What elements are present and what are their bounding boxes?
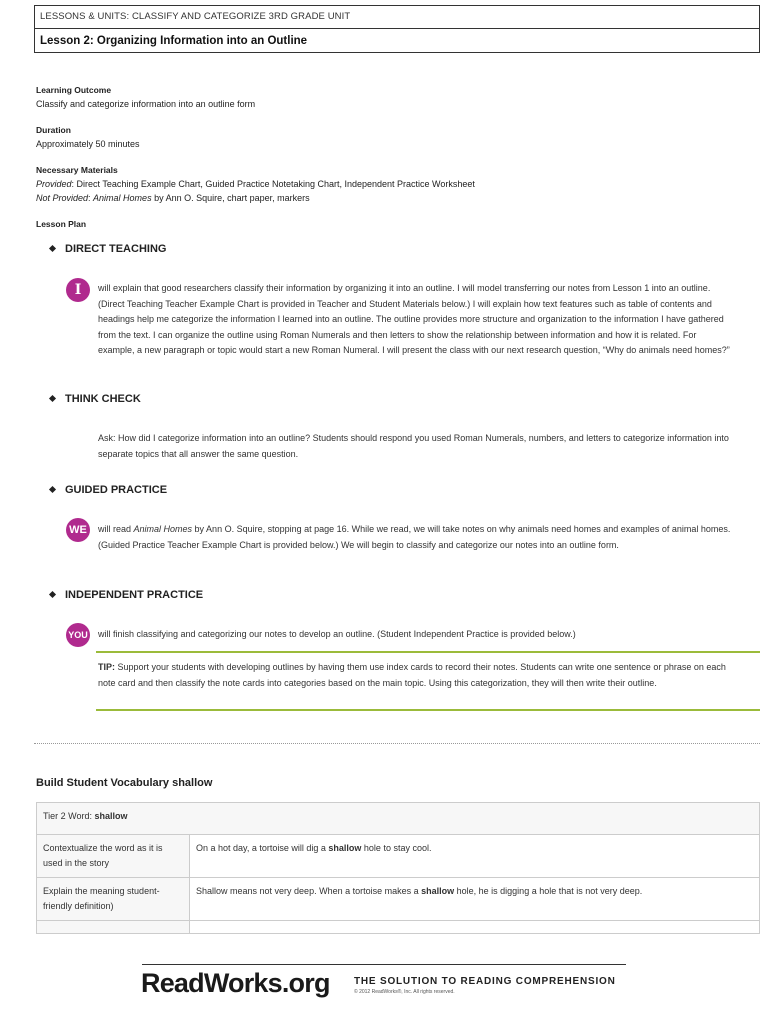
- tip-text: [98, 660, 734, 691]
- unit-breadcrumb: LESSONS & UNITS: CLASSIFY AND CATEGORIZE 3RD GRADE UNIT: [35, 6, 759, 29]
- row-label-empty: [37, 921, 190, 934]
- table-row: [37, 835, 760, 878]
- guided-practice-text: [98, 522, 734, 553]
- row-value-before: Shallow means not very deep. When a tortoise makes a: [196, 886, 422, 896]
- duration-label: Duration: [36, 125, 71, 135]
- independent-practice-text: will finish classifying and categorizing our notes to develop an outline. (Student Independent Practice is provided below.): [98, 629, 576, 639]
- tier-row: [37, 803, 760, 835]
- you-icon: YOU: [66, 623, 90, 647]
- guided-book-title: Animal Homes: [133, 524, 193, 534]
- footer-tagline: THE SOLUTION TO READING COMPREHENSION: [354, 976, 616, 987]
- bullet-diamond-icon: [49, 245, 56, 252]
- not-provided-sep: :: [88, 193, 94, 203]
- table-row: [37, 921, 760, 934]
- tip-body: Support your students with developing outlines by having them use index cards to record their notes. Students can write one sentence or phrase on each note card and then classify the note cards into categories based on the main topic. Using this categorization, they will then write their outline.: [98, 662, 726, 688]
- guided-text-after: by Ann O. Squire, stopping at page 16. While we read, we will take notes on why animals need homes and examples of animal homes. (Guided Practice Teacher Example Chart is provided below.) We will begin to classify and categorize our notes into an outline form.: [98, 524, 731, 550]
- not-provided-label: Not Provided: [36, 193, 89, 203]
- lesson-title: Lesson 2: Organizing Information into an Outline: [40, 35, 308, 47]
- guided-practice-heading-text: GUIDED PRACTICE: [65, 484, 168, 496]
- learning-outcome-text: Classify and categorize information into an outline form: [36, 99, 256, 109]
- provided-line: [36, 177, 736, 191]
- direct-teaching-heading-text: DIRECT TEACHING: [65, 243, 167, 255]
- guided-practice-heading: [50, 484, 167, 496]
- row-value-word: shallow: [421, 886, 455, 896]
- independent-practice-heading: [50, 589, 203, 601]
- direct-teaching-heading: [50, 243, 166, 255]
- vocab-table: [36, 802, 760, 934]
- not-provided-line: [36, 191, 736, 205]
- guided-text-before: will read: [98, 524, 134, 534]
- materials-section: [36, 163, 736, 205]
- footer-copyright: © 2012 ReadWorks®, Inc. All rights reserved.: [354, 989, 455, 995]
- materials-label: Necessary Materials: [36, 165, 118, 175]
- bullet-diamond-icon: [49, 591, 56, 598]
- row-label: Explain the meaning student-friendly definition): [37, 878, 190, 921]
- direct-teaching-text: will explain that good researchers classify their information by organizing it into an outline. I will model transferring our notes from Lesson 1 into an outline. (Direct Teaching Teacher Example Chart is provided in Teacher and Student Materials below.) I will explain how text features such as table of contents and headings help me categorize the information I learned into an outline. The outline provides more structure and organization to the information I have gathered from the text. I can organize the outline using Roman Numerals and then letters to show the relationship between information and how it is related. For example, a new paragraph or topic would start a new Roman Numeral. I will present the class with our next research question, “Why do animals need homes?”: [98, 283, 730, 355]
- row-value-word: shallow: [328, 843, 362, 853]
- duration-section: [36, 123, 140, 151]
- row-value: [190, 835, 760, 878]
- not-provided-rest: by Ann O. Squire, chart paper, markers: [151, 193, 310, 203]
- bullet-diamond-icon: [49, 395, 56, 402]
- row-label: Contextualize the word as it is used in the story: [37, 835, 190, 878]
- bullet-diamond-icon: [49, 486, 56, 493]
- think-check-text: Ask: How did I categorize information into an outline? Students should respond you used Roman Numerals, numbers, and letters to categorize information into separate topics that all answer the same question.: [98, 433, 729, 459]
- row-value-empty: [190, 921, 760, 934]
- table-row: [37, 878, 760, 921]
- duration-text: Approximately 50 minutes: [36, 139, 140, 149]
- learning-outcome-section: [36, 83, 255, 111]
- vocab-title: Build Student Vocabulary shallow: [36, 777, 213, 789]
- provided-label: Provided: [36, 179, 72, 189]
- tip-box: [96, 651, 760, 711]
- row-value-after: hole, he is digging a hole that is not very deep.: [454, 886, 643, 896]
- lesson-header: [34, 5, 760, 53]
- readworks-logo: ReadWorks.org: [141, 968, 330, 998]
- independent-practice-heading-text: INDEPENDENT PRACTICE: [65, 589, 204, 601]
- row-value: [190, 878, 760, 921]
- teacher-i-icon: I: [66, 278, 90, 302]
- not-provided-book: Animal Homes: [93, 193, 152, 203]
- tier-cell: [37, 803, 760, 835]
- think-check-heading: [50, 393, 141, 405]
- tip-label: TIP:: [98, 662, 115, 672]
- footer-rule: [142, 964, 626, 965]
- tier-label: Tier 2 Word:: [43, 811, 95, 821]
- lesson-plan-label: Lesson Plan: [36, 219, 87, 229]
- think-check-heading-text: THINK CHECK: [65, 393, 141, 405]
- provided-text: : Direct Teaching Example Chart, Guided Practice Notetaking Chart, Independent Practice Worksheet: [71, 179, 475, 189]
- tier-word: shallow: [94, 811, 128, 821]
- learning-outcome-label: Learning Outcome: [36, 85, 112, 95]
- row-value-before: On a hot day, a tortoise will dig a: [196, 843, 329, 853]
- section-divider: [34, 743, 760, 744]
- row-value-after: hole to stay cool.: [361, 843, 432, 853]
- we-icon: WE: [66, 518, 90, 542]
